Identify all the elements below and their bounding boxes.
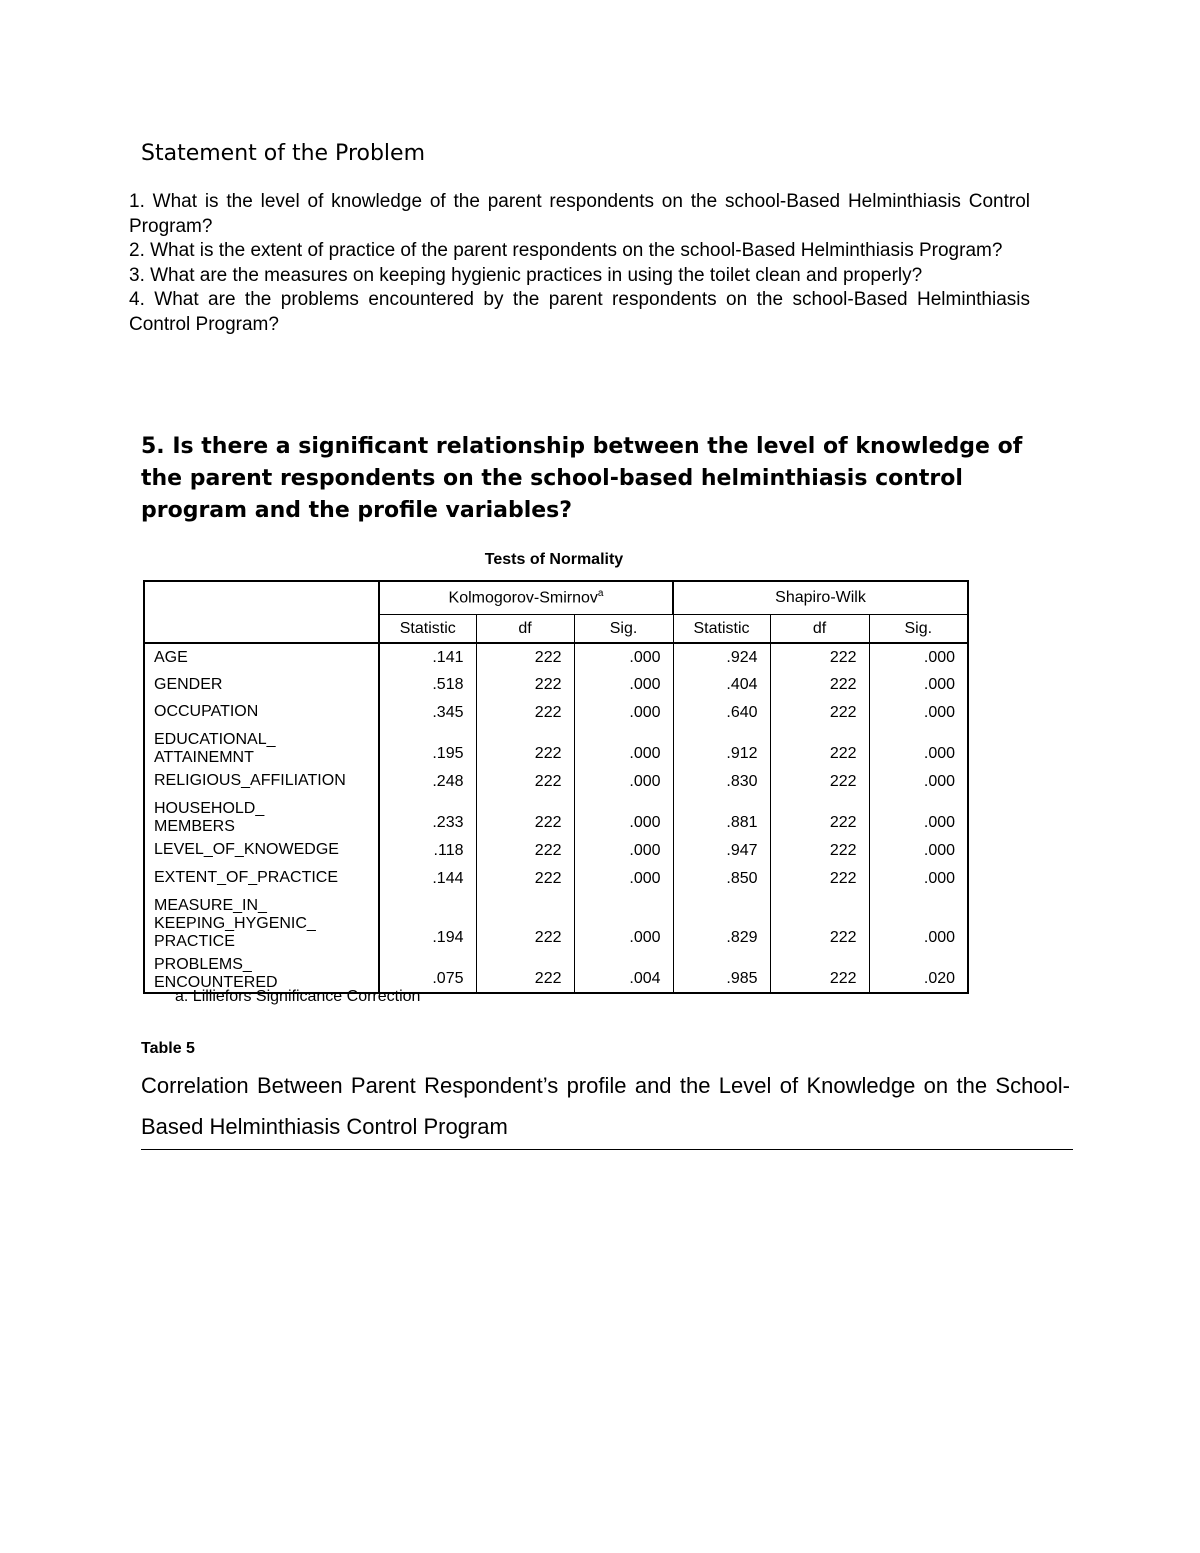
question-1: 1. What is the level of knowledge of the parent respondents on the school-Based Helminthiasis Control Program? bbox=[129, 191, 1030, 237]
horizontal-rule bbox=[141, 1149, 1073, 1150]
column-header: df bbox=[476, 615, 574, 644]
table-cell: 222 bbox=[770, 767, 869, 795]
table-row bbox=[144, 767, 968, 795]
table-cell: 222 bbox=[476, 671, 574, 698]
group-header-sw: Shapiro-Wilk bbox=[673, 581, 968, 615]
table-cell: .881 bbox=[673, 795, 770, 836]
table-cell: .000 bbox=[574, 698, 673, 726]
column-header: Statistic bbox=[673, 615, 770, 644]
table-cell: 222 bbox=[770, 671, 869, 698]
table-cell: .118 bbox=[379, 836, 476, 864]
table-cell: .194 bbox=[379, 892, 476, 951]
row-label: HOUSEHOLD_ MEMBERS bbox=[144, 795, 379, 836]
column-header: Statistic bbox=[379, 615, 476, 644]
row-label: PROBLEMS_ ENCOUNTERED bbox=[144, 951, 379, 993]
table-cell: 222 bbox=[476, 767, 574, 795]
table-caption: Tests of Normality bbox=[484, 551, 624, 568]
table5-label: Table 5 bbox=[141, 1040, 195, 1057]
table-row bbox=[144, 836, 968, 864]
question-2: 2. What is the extent of practice of the parent respondents on the school-Based Helminthiasis Program? bbox=[129, 240, 1003, 262]
row-label: EDUCATIONAL_ ATTAINEMNT bbox=[144, 726, 379, 767]
table-cell: 222 bbox=[476, 795, 574, 836]
table-cell: .924 bbox=[673, 643, 770, 671]
table5-title: Correlation Between Parent Respondent’s profile and the Level of Knowledge on the School-Based Helminthiasis Control Program bbox=[141, 1073, 1070, 1139]
table-row bbox=[144, 698, 968, 726]
table-cell: .345 bbox=[379, 698, 476, 726]
table-cell: .000 bbox=[574, 892, 673, 951]
table-cell: .000 bbox=[574, 836, 673, 864]
table-cell: .233 bbox=[379, 795, 476, 836]
table-cell: .000 bbox=[574, 767, 673, 795]
table-cell: .850 bbox=[673, 864, 770, 892]
question-3: 3. What are the measures on keeping hygienic practices in using the toilet clean and properly? bbox=[129, 264, 923, 286]
table-cell: 222 bbox=[476, 698, 574, 726]
questions-list bbox=[129, 190, 1030, 338]
table-cell: .000 bbox=[574, 671, 673, 698]
table-cell: .912 bbox=[673, 726, 770, 767]
table-cell: .000 bbox=[869, 767, 968, 795]
table-cell: .248 bbox=[379, 767, 476, 795]
row-label: OCCUPATION bbox=[144, 698, 379, 726]
table-cell: .000 bbox=[869, 726, 968, 767]
table-cell: .195 bbox=[379, 726, 476, 767]
question-5: 5. Is there a significant relationship between the level of knowledge of the parent respondents on the school-based helminthiasis control program and the profile variables? bbox=[141, 434, 1023, 523]
table-cell: 222 bbox=[476, 643, 574, 671]
table-cell: .000 bbox=[869, 671, 968, 698]
table-cell: 222 bbox=[476, 951, 574, 993]
table-cell: 222 bbox=[770, 698, 869, 726]
table-cell: .000 bbox=[869, 643, 968, 671]
table-footnote: a. Lilliefors Significance Correction bbox=[175, 988, 421, 1005]
table-cell: 222 bbox=[770, 892, 869, 951]
table-cell: .640 bbox=[673, 698, 770, 726]
section-heading: Statement of the Problem bbox=[141, 141, 426, 166]
table-cell: 222 bbox=[770, 726, 869, 767]
row-label: RELIGIOUS_AFFILIATION bbox=[144, 767, 379, 795]
table-cell: 222 bbox=[770, 795, 869, 836]
table-cell: .075 bbox=[379, 951, 476, 993]
header-blank bbox=[144, 581, 379, 643]
table-cell: 222 bbox=[770, 836, 869, 864]
table-cell: .000 bbox=[574, 795, 673, 836]
row-label: AGE bbox=[144, 643, 379, 671]
table-cell: .000 bbox=[574, 726, 673, 767]
table-cell: .000 bbox=[869, 864, 968, 892]
table-cell: .141 bbox=[379, 643, 476, 671]
table-cell: 222 bbox=[770, 643, 869, 671]
table-row bbox=[144, 726, 968, 767]
row-label: EXTENT_OF_PRACTICE bbox=[144, 864, 379, 892]
column-header: Sig. bbox=[574, 615, 673, 644]
table-row bbox=[144, 864, 968, 892]
table-cell: .830 bbox=[673, 767, 770, 795]
table-cell: .000 bbox=[869, 698, 968, 726]
table-cell: .144 bbox=[379, 864, 476, 892]
table-row bbox=[144, 671, 968, 698]
table-cell: .004 bbox=[574, 951, 673, 993]
row-label: LEVEL_OF_KNOWEDGE bbox=[144, 836, 379, 864]
question-4: 4. What are the problems encountered by the parent respondents on the school-Based Helminthiasis Control Program? bbox=[129, 289, 1030, 335]
table-cell: .829 bbox=[673, 892, 770, 951]
table-cell: .518 bbox=[379, 671, 476, 698]
table-cell: 222 bbox=[476, 864, 574, 892]
group-header-ks: Kolmogorov-Smirnov$^a$ bbox=[379, 581, 673, 615]
table-cell: 222 bbox=[476, 836, 574, 864]
table-cell: .000 bbox=[869, 836, 968, 864]
table-cell: 222 bbox=[770, 864, 869, 892]
table-cell: .000 bbox=[869, 892, 968, 951]
table-row bbox=[144, 951, 968, 993]
table-cell: .000 bbox=[574, 643, 673, 671]
table-row bbox=[144, 643, 968, 671]
table-cell: .985 bbox=[673, 951, 770, 993]
table-cell: .404 bbox=[673, 671, 770, 698]
table-cell: .000 bbox=[869, 795, 968, 836]
table-cell: 222 bbox=[770, 951, 869, 993]
table-row bbox=[144, 892, 968, 951]
row-label: GENDER bbox=[144, 671, 379, 698]
table-cell: .000 bbox=[574, 864, 673, 892]
table-row bbox=[144, 795, 968, 836]
table-cell: .947 bbox=[673, 836, 770, 864]
table-cell: .020 bbox=[869, 951, 968, 993]
column-header: Sig. bbox=[869, 615, 968, 644]
table-cell: 222 bbox=[476, 892, 574, 951]
normality-table bbox=[143, 580, 969, 994]
row-label: MEASURE_IN_ KEEPING_HYGENIC_ PRACTICE bbox=[144, 892, 379, 951]
table-cell: 222 bbox=[476, 726, 574, 767]
column-header: df bbox=[770, 615, 869, 644]
